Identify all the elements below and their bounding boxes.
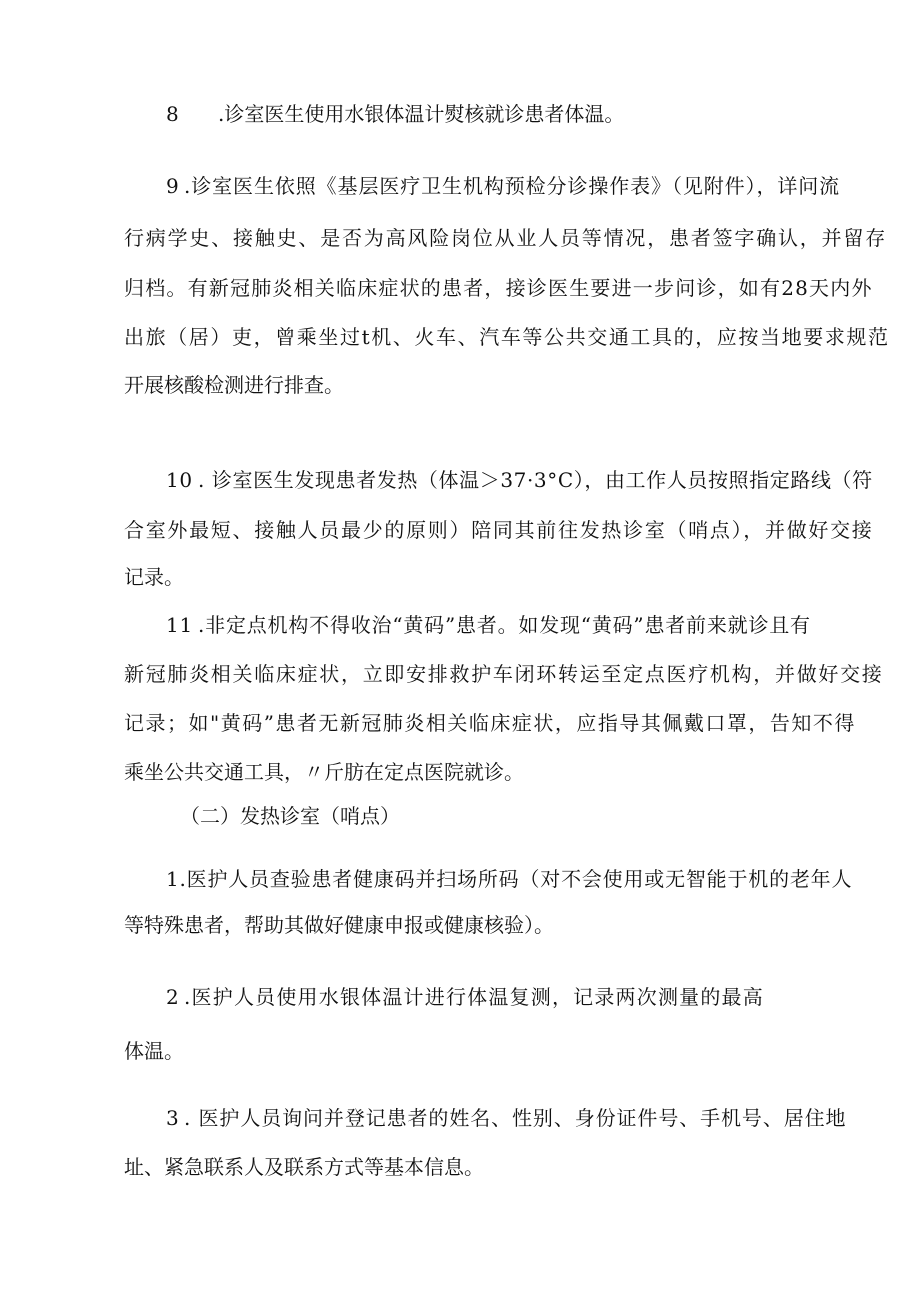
body-text: 体温。 <box>124 1039 184 1063</box>
item-number: 2 <box>166 985 180 1009</box>
item-1-line-2 <box>124 913 554 937</box>
item-text: .诊室医生使用水银体温计熨核就诊患者体温。 <box>218 102 625 126</box>
item-number: 3 <box>166 1106 180 1130</box>
item-10-line-3 <box>124 565 184 589</box>
section-heading <box>180 804 400 828</box>
body-text: 址、紧急联系人及联系方式等基本信息。 <box>124 1155 484 1179</box>
item-text: .医护人员使用水银体温计进行体温复测，记录两次测量的最高 <box>184 985 764 1009</box>
body-text: 行病学史、接触史、是否为高风险岗位从业人员等情况，患者签字确认，并留存 <box>124 226 887 250</box>
body-text: 合室外最短、接触人员最少的原则）陪同其前往发热诊室（哨点），并做好交接 <box>124 518 874 542</box>
item-11-line-1 <box>166 613 811 637</box>
section-heading-text: （二）发热诊室（哨点） <box>180 804 400 828</box>
item-number: 10 <box>166 468 193 492</box>
item-10-line-2 <box>124 518 874 542</box>
item-text: 1.医护人员查验患者健康码并扫场所码（对不会使用或无智能于机的老年人 <box>166 867 853 891</box>
item-11-line-3 <box>124 711 856 735</box>
body-text: 归档。有新冠肺炎相关临床症状的患者，接诊医生要进一步问诊，如有28天内外 <box>124 276 873 300</box>
item-text: .诊室医生依照《基层医疗卫生机构预检分诊操作表》（见附件），详问流 <box>184 174 841 198</box>
body-text: 记录；如"黄码”患者无新冠肺炎相关临床症状，应指导其佩戴口罩，告知不得 <box>124 711 856 735</box>
body-text: 开展核酸检测进行排查。 <box>124 373 344 397</box>
item-number: 8 <box>166 102 179 126</box>
item-8-line-1 <box>166 102 624 126</box>
item-2-line-1 <box>166 985 764 1009</box>
item-text: . 诊室医生发现患者发热（体温＞37·3°C），由工作人员按照指定路线（符 <box>198 468 873 492</box>
body-text: 乘坐公共交通工具，〃斤肪在定点医院就诊。 <box>124 760 524 784</box>
item-text: . 医护人员询问并登记患者的姓名、性别、身份证件号、手机号、居住地 <box>184 1106 847 1130</box>
item-11-line-4 <box>124 760 524 784</box>
body-text: 等特殊患者，帮助其做好健康申报或健康核验）。 <box>124 913 554 937</box>
body-text: 记录。 <box>124 565 184 589</box>
body-text: 出旅（居）吏，曾乘坐过t机、火车、汽车等公共交通工具的，应按当地要求规范 <box>124 325 890 349</box>
item-9-line-2 <box>124 226 887 250</box>
item-9-line-3 <box>124 276 873 300</box>
item-number: 9 <box>166 174 180 198</box>
item-10-line-1 <box>166 468 873 492</box>
item-9-line-5 <box>124 373 344 397</box>
item-2-line-2 <box>124 1039 184 1063</box>
item-9-line-1 <box>166 174 840 198</box>
item-3-line-2 <box>124 1155 484 1179</box>
item-9-line-4 <box>124 325 890 349</box>
item-11-line-2 <box>124 662 884 686</box>
item-number: 11 <box>166 613 194 637</box>
item-3-line-1 <box>166 1106 846 1130</box>
body-text: 新冠肺炎相关临床症状，立即安排救护车闭环转运至定点医疗机构，并做好交接 <box>124 662 884 686</box>
item-1-line-1 <box>166 867 852 891</box>
item-text: .非定点机构不得收治“黄码”患者。如发现“黄码”患者前来就诊且有 <box>198 613 811 637</box>
